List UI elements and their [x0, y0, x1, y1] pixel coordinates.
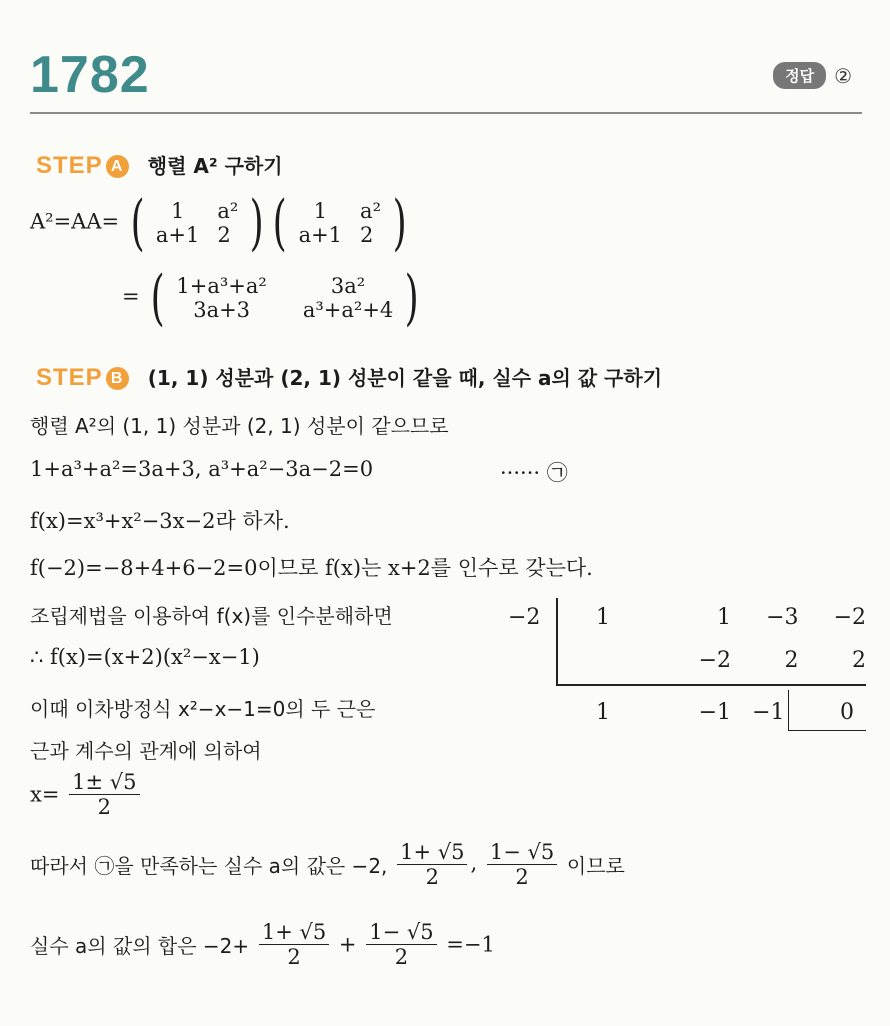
step-b-heading	[36, 362, 662, 392]
problem-number: 1782	[30, 46, 150, 104]
solution-line-5: 조립제법을 이용하여 f(x)를 인수분해하면	[30, 604, 393, 628]
solution-line-7: 이때 이차방정식 x²−x−1=0의 두 근은	[30, 697, 376, 721]
equation-tag: ······ ㉠	[500, 461, 568, 485]
solution-line-10: 따라서 ㉠을 만족하는 실수 a의 값은 −2, $\frac{1+ √5}{2}$ , $\frac{1- √5}{2}$ 이므로	[30, 840, 625, 890]
header-divider	[30, 112, 862, 114]
remainder-bracket-bottom	[788, 730, 866, 731]
matrix-equation-1: A²=AA= ( 1 a² a+1 2 ) ( 1 a² a+1 2 )	[30, 188, 407, 258]
synthetic-row-2: −2 2 2	[698, 648, 866, 673]
step-b-title: (1, 1) 성분과 (2, 1) 성분이 같을 때, 실수 a의 값 구하기	[147, 366, 663, 390]
step-a-heading	[36, 150, 283, 180]
solution-line-11: 실수 a의 값의 합은 −2+ $\frac{1+ √5}{2}$ + $\frac{1- √5}{2}$ =−1	[30, 920, 495, 970]
matrix-equation-2: = ( 1+a³+a² 3a² 3a+3 a³+a²+4 )	[122, 263, 419, 333]
solution-line-3: f(x)=x³+x²−3x−2라 하자.	[30, 509, 290, 533]
synthetic-row-3: 1 −1 −1 0	[596, 700, 854, 725]
step-a-title: 행렬 A² 구하기	[147, 154, 283, 178]
synthetic-row-1: 1 1 −3 −2	[596, 605, 866, 630]
synthetic-divisor: −2	[508, 605, 541, 630]
matrix-a-squared: 1+a³+a² 3a² 3a+3 a³+a²+4	[176, 274, 394, 322]
synthetic-vertical-line	[556, 598, 558, 684]
solution-line-1: 행렬 A²의 (1, 1) 성분과 (2, 1) 성분이 같으므로	[30, 414, 449, 438]
solution-line-6: ∴ f(x)=(x+2)(x²−x−1)	[30, 645, 260, 669]
solution-line-4: f(−2)=−8+4+6−2=0이므로 f(x)는 x+2를 인수로 갖는다.	[30, 556, 593, 580]
step-a-label: STEP A	[36, 152, 129, 179]
answer-value: ②	[834, 63, 852, 88]
roots-formula: x= $\frac{1\pm √5}{2}$	[30, 770, 143, 819]
solution-line-2: 1+a³+a²=3a+3, a³+a²−3a−2=0	[30, 457, 374, 481]
step-b-label: STEP B	[36, 364, 129, 391]
solution-line-8: 근과 계수의 관계에 의하여	[30, 739, 262, 763]
matrix-a-copy: 1 a² a+1 2	[298, 199, 381, 247]
matrix-lhs: A²=AA=	[30, 209, 120, 234]
synthetic-horizontal-line	[556, 684, 866, 686]
answer-badge: 정답	[773, 62, 826, 89]
matrix-a: 1 a² a+1 2	[155, 199, 239, 247]
answer-area	[773, 62, 852, 89]
